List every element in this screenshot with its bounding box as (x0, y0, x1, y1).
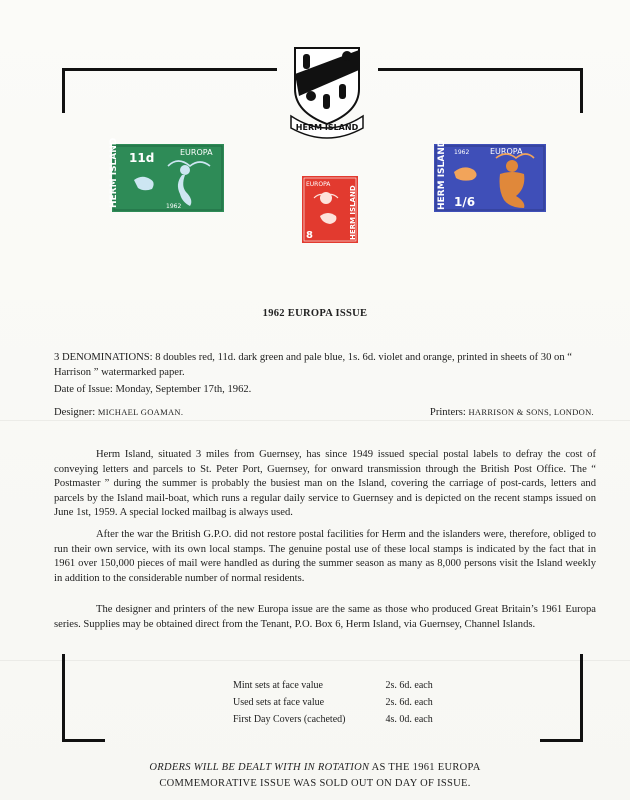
orders-notice-line2: COMMEMORATIVE ISSUE WAS SOLD OUT ON DAY OF ISSUE. (159, 778, 471, 789)
top-right-bracket (378, 68, 583, 113)
price-item: Mint sets at face value (233, 680, 323, 691)
orders-italic: ORDERS WILL BE DEALT WITH IN ROTATION (149, 762, 370, 773)
printers-name: HARRISON & SONS, LONDON. (468, 407, 594, 417)
price-row (233, 697, 523, 708)
price-row (233, 714, 523, 725)
stamp-8d (302, 176, 358, 243)
stamp-11d-side-text: HERM ISLAND (109, 137, 119, 208)
stamp-11d-year: 1962 (166, 203, 182, 210)
bottom-right-bracket (540, 654, 583, 742)
crest-banner-text: HERM ISLAND (295, 123, 359, 132)
denominations-text: 3 DENOMINATIONS: 8 doubles red, 11d. dark green and pale blue, 1s. 6d. violet and orange, printed in sheets of 30 on “ Harrison ” watermarked paper. (54, 352, 572, 378)
herm-island-crest (287, 44, 367, 139)
stamp-1s6d-side-text: HERM ISLAND (437, 139, 447, 210)
orders-rest: AS THE 1961 EUROPA (371, 762, 481, 773)
bottom-left-bracket (62, 654, 105, 742)
orders-notice-line1 (0, 762, 630, 773)
stamp-8d-side-text: HERM ISLAND (349, 185, 357, 240)
mermaid-icon (180, 165, 190, 175)
designer-line (54, 405, 304, 421)
stamp-11d (109, 137, 224, 212)
price-value: 2s. 6d. each (385, 697, 433, 708)
price-value: 4s. 0d. each (385, 714, 433, 725)
stamp-1s6d (434, 139, 546, 212)
designer-label: Designer: (54, 407, 96, 418)
price-item: First Day Covers (cacheted) (233, 714, 346, 725)
stamp-1s6d-label: EUROPA (490, 147, 523, 156)
designer-name: MICHAEL GOAMAN. (97, 407, 184, 417)
stamp-1s6d-value: 1/6 (454, 195, 476, 209)
printers-line (340, 405, 594, 421)
top-left-bracket (62, 68, 277, 113)
mermaid-icon (506, 160, 518, 172)
stamp-8d-label: EUROPA (306, 181, 331, 188)
stamp-11d-value: 11d (129, 151, 155, 165)
page-title: 1962 EUROPA ISSUE (262, 308, 368, 319)
price-item: Used sets at face value (233, 697, 325, 708)
paragraph-supplies: The designer and printers of the new Europa issue are the same as those who produced Great Britain’s 1961 Europa series. Supplies may be obtained direct from the Tenant, P.O. Box 6, Herm Island, via Guernsey, Channel Islands. (54, 604, 596, 630)
stamp-8d-value: 8 (306, 230, 313, 241)
stamp-1s6d-year: 1962 (454, 149, 470, 156)
stamp-11d-label: EUROPA (180, 148, 213, 157)
printers-label: Printers: (429, 407, 466, 418)
paragraph-postal-service: After the war the British G.P.O. did not restore postal facilities for Herm and the islanders were, therefore, obliged to run their own service, with its own local stamps. The genuine postal use of these local stamps is indicated by the fact that in 1961 over 150,000 pieces of mail were handled as during the summer season as many as 8,000 persons visit the Island weekly in addition to the considerable number of normal residents. (54, 529, 596, 584)
mermaid-icon (320, 192, 332, 204)
price-row (233, 680, 523, 691)
price-value: 2s. 6d. each (385, 680, 433, 691)
paragraph-history: Herm Island, situated 3 miles from Guernsey, has since 1949 issued special postal labels to defray the cost of conveying letters and parcels to St. Peter Port, Guernsey, for onward transmission through the British Post Office. The “ Postmaster ” during the summer is probably the busiest man on the Island, covering the carriage of post-cards, letters and parcels by the Island mail-boat, which runs a regular daily service to Guernsey and is depicted on the recent stamps issued on June 1st, 1959. A special locked mailbag is always used. (54, 449, 596, 518)
date-of-issue: Date of Issue: Monday, September 17th, 1962. (54, 384, 252, 395)
